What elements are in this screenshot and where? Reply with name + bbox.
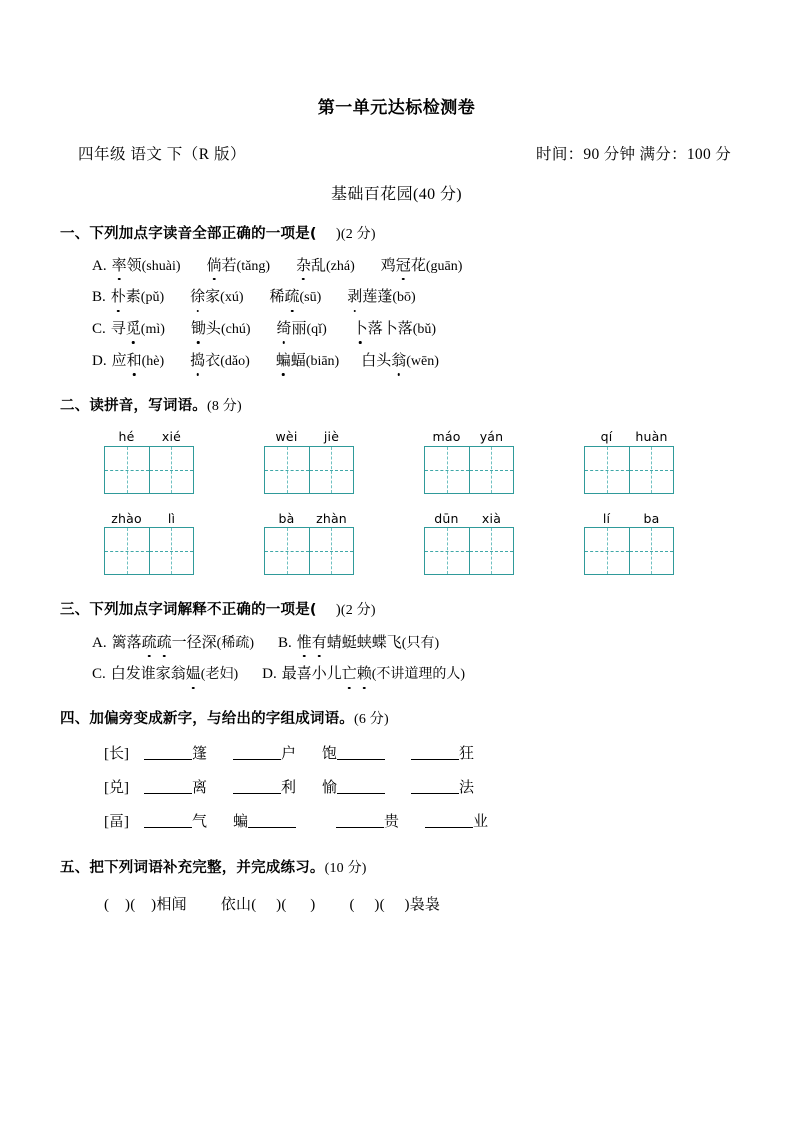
question-3-option-b[interactable] <box>278 634 439 653</box>
item-pinyin: (bǔ) <box>412 322 437 338</box>
question-3-options-row-2[interactable] <box>0 665 793 684</box>
answer-blank[interactable] <box>425 813 473 828</box>
item-post: 花 <box>410 257 426 274</box>
cell-after-char: 狂 <box>459 746 475 763</box>
question-3-option-c[interactable] <box>92 665 238 684</box>
option-pre: 白发谁家翁 <box>110 666 186 683</box>
question-3-stem: 下列加点字词解释不正确的一项是( <box>89 602 317 619</box>
question-1-block <box>0 225 793 371</box>
question-5-heading <box>0 859 793 878</box>
page-title: 第一单元达标检测卷 <box>317 98 476 118</box>
answer-blank[interactable] <box>144 813 192 828</box>
question-1-stem: 下列加点字读音全部正确的一项是( <box>89 225 317 242</box>
pinyin-label <box>424 512 514 526</box>
item-post: 若 <box>221 257 237 274</box>
option-gloss: (不讲道理的人) <box>371 667 466 683</box>
section-banner-basics: 基础百花园(40 分) <box>330 185 463 203</box>
dotted-char: 疏 <box>284 289 300 306</box>
tianzige-cell[interactable] <box>469 447 513 493</box>
dotted-char: 疏 <box>141 634 157 651</box>
tianzige-cell[interactable] <box>105 447 149 493</box>
item-pre: 鸡 <box>380 257 396 274</box>
pinyin-syllable-1: zhào <box>111 510 142 526</box>
question-1-paren-close: ) <box>335 225 341 242</box>
option-label: C. <box>92 666 106 683</box>
pinyin-label <box>264 430 354 444</box>
dotted-char: 率 <box>111 257 127 274</box>
dotted-char: 有 <box>311 634 327 651</box>
question-4-score: (6 分) <box>354 712 389 728</box>
dotted-char: 翁 <box>391 352 407 369</box>
question-4-heading <box>0 710 793 729</box>
question-4-block <box>0 710 793 831</box>
dotted-char: 倘 <box>206 257 222 274</box>
option-item <box>112 257 181 276</box>
option-gloss: (稀疏) <box>216 635 254 651</box>
answer-blank[interactable] <box>336 813 384 828</box>
option-label: B. <box>92 289 106 306</box>
pinyin-label <box>584 512 674 526</box>
dotted-char: 觅 <box>125 321 141 338</box>
dotted-char: 徐 <box>190 289 206 306</box>
tianzige-cell[interactable] <box>629 528 673 574</box>
item-pinyin: (hè) <box>141 353 165 369</box>
answer-blank[interactable] <box>233 745 281 760</box>
item-pinyin: (pǔ) <box>140 290 165 306</box>
item-post: 莲蓬 <box>362 289 393 306</box>
question-1-number: 一、 <box>60 225 90 242</box>
item-pinyin: (qǐ) <box>306 322 327 338</box>
phrase-2[interactable]: 依山( )( ) <box>220 897 316 914</box>
pinyin-label <box>584 430 674 444</box>
dotted-char: 锄 <box>190 321 206 338</box>
pinyin-syllable-1: máo <box>432 428 461 444</box>
option-label: A. <box>92 634 107 651</box>
item-post: 素 <box>125 289 141 306</box>
option-item <box>361 352 439 371</box>
option-item <box>269 288 321 307</box>
pinyin-syllable-2: lì <box>167 510 176 526</box>
item-pinyin: (biān) <box>305 353 340 369</box>
item-post: 家 <box>205 289 221 306</box>
pinyin-syllable-1: dūn <box>434 510 459 526</box>
exam-meta-row <box>0 147 793 163</box>
question-5-number: 五、 <box>60 860 90 877</box>
question-2-score: (8 分) <box>207 398 242 414</box>
option-post: 一径深 <box>171 634 217 651</box>
tianzige-cell[interactable] <box>265 447 309 493</box>
grade-subject-edition: 四年级 语文 下（R 版） <box>78 146 246 163</box>
item-pinyin: (chú) <box>220 322 251 338</box>
question-3-block <box>0 601 793 684</box>
answer-blank[interactable] <box>144 745 192 760</box>
question-3-option-a[interactable] <box>92 634 254 653</box>
question-4-number: 四、 <box>60 711 90 728</box>
dotted-char: 疏 <box>156 634 172 651</box>
question-3-option-d[interactable] <box>262 665 465 684</box>
question-3-score: (2 分) <box>340 603 376 619</box>
dotted-char: 媪 <box>185 666 201 683</box>
time-and-total-score: 时间：90 分钟 满分：100 分 <box>536 146 731 163</box>
tianzige-box[interactable] <box>104 527 194 575</box>
dotted-char: 惟 <box>296 634 312 651</box>
question-4-row-chang <box>0 745 793 763</box>
tianzige-cell[interactable] <box>469 528 513 574</box>
option-item <box>381 257 463 276</box>
question-2-stem: 读拼音，写词语。 <box>89 397 208 414</box>
tianzige-cell[interactable] <box>309 447 353 493</box>
item-post: 丽 <box>291 321 307 338</box>
item-pinyin: (tǎng) <box>236 258 270 274</box>
tianzige-cell[interactable] <box>425 528 469 574</box>
dotted-char: 绮 <box>276 321 292 338</box>
item-post: 落卜落 <box>367 321 413 338</box>
question-3-number: 三、 <box>60 602 90 619</box>
radical-base-char: [兑] <box>104 780 129 797</box>
dotted-char: 亡 <box>341 666 357 683</box>
cell-before-char: 愉 <box>322 780 338 797</box>
option-post: 蜻蜓蛱蝶飞 <box>326 634 402 651</box>
phrase-3[interactable]: ( )( )袅袅 <box>349 897 441 914</box>
pinyin-grid-unit[interactable] <box>264 430 354 494</box>
dotted-char: 杂 <box>295 257 311 274</box>
option-label: B. <box>277 634 292 651</box>
cell-after-char: 气 <box>192 814 208 831</box>
item-pinyin: (dǎo) <box>220 353 250 369</box>
pinyin-syllable-2: huàn <box>635 428 668 444</box>
dotted-char: 和 <box>126 352 142 369</box>
question-1-option-c[interactable] <box>0 320 793 339</box>
pinyin-label <box>424 430 514 444</box>
cell-after-char: 离 <box>192 780 208 797</box>
tianzige-box[interactable] <box>264 446 354 494</box>
tianzige-cell[interactable] <box>105 528 149 574</box>
pinyin-label <box>104 430 194 444</box>
tianzige-cell[interactable] <box>585 447 629 493</box>
option-gloss: (老妇) <box>200 667 239 683</box>
option-gloss: (只有) <box>401 635 440 651</box>
item-pre: 白头 <box>361 352 392 369</box>
pinyin-grid-unit[interactable] <box>104 430 194 494</box>
option-item <box>112 352 165 371</box>
option-item <box>207 257 270 276</box>
question-2-number: 二、 <box>60 397 90 414</box>
item-post: 蝠 <box>290 352 306 369</box>
answer-blank[interactable] <box>144 779 192 794</box>
phrase-tail: 相闻 <box>156 897 187 914</box>
question-1-option-a[interactable] <box>0 257 793 276</box>
pinyin-label <box>264 512 354 526</box>
pinyin-grid-unit[interactable] <box>424 512 514 576</box>
question-3-answer-blank[interactable] <box>317 602 336 618</box>
item-pinyin: (bō) <box>392 290 416 306</box>
pinyin-grid-row-1 <box>0 430 793 494</box>
answer-blank[interactable] <box>411 779 459 794</box>
tianzige-box[interactable] <box>104 446 194 494</box>
question-1-heading <box>0 225 793 244</box>
question-5-phrases-row <box>0 896 793 914</box>
tianzige-cell[interactable] <box>629 447 673 493</box>
question-5-score: (10 分) <box>324 861 367 877</box>
item-post: 头 <box>205 321 221 338</box>
item-pinyin: (guān) <box>425 258 463 274</box>
item-post: 乱 <box>311 257 327 274</box>
question-1-option-b[interactable] <box>0 288 793 307</box>
item-pinyin: (xú) <box>220 290 244 306</box>
tianzige-box[interactable] <box>584 446 674 494</box>
cell-after-char: 利 <box>281 780 297 797</box>
pinyin-label <box>104 512 194 526</box>
pinyin-syllable-1: hé <box>118 428 135 444</box>
question-3-heading <box>0 601 793 620</box>
pinyin-syllable-1: lí <box>602 510 611 526</box>
item-pinyin: (zhá) <box>326 258 355 274</box>
cell-after-char: 篷 <box>192 746 208 763</box>
pinyin-grid-unit[interactable] <box>264 512 354 576</box>
cell-after-char: 户 <box>281 746 297 763</box>
option-label: D. <box>92 352 107 369</box>
pinyin-syllable-1: qí <box>600 428 613 444</box>
cell-after-char: 法 <box>459 780 475 797</box>
answer-blank[interactable] <box>248 813 296 828</box>
question-1-option-d[interactable] <box>0 352 793 371</box>
tianzige-cell[interactable] <box>149 447 193 493</box>
question-1-answer-blank[interactable] <box>317 226 336 242</box>
item-post: 衣 <box>205 352 221 369</box>
pinyin-syllable-2: zhàn <box>316 510 347 526</box>
dotted-char: 捣 <box>190 352 206 369</box>
option-item <box>296 257 355 276</box>
pinyin-grid-unit[interactable] <box>424 430 514 494</box>
option-item <box>347 288 415 307</box>
cell-before-char: 蝙 <box>233 814 249 831</box>
pinyin-syllable-2: xià <box>481 510 502 526</box>
pinyin-grid-unit[interactable] <box>584 512 674 576</box>
dotted-char: 剥 <box>347 289 363 306</box>
item-post: 领 <box>126 257 142 274</box>
pinyin-syllable-2: yán <box>479 428 504 444</box>
tianzige-cell[interactable] <box>265 528 309 574</box>
dotted-char: 冠 <box>395 257 411 274</box>
tianzige-cell[interactable] <box>425 447 469 493</box>
pinyin-grid-unit[interactable] <box>104 512 194 576</box>
option-pre: 篱落 <box>111 634 142 651</box>
tianzige-cell[interactable] <box>309 528 353 574</box>
question-2-block <box>0 397 793 576</box>
tianzige-box[interactable] <box>264 527 354 575</box>
option-label: D. <box>262 666 277 683</box>
item-pinyin: (shuài) <box>141 258 181 274</box>
question-2-heading <box>0 397 793 416</box>
option-label: C. <box>92 321 106 338</box>
tianzige-box[interactable] <box>584 527 674 575</box>
item-pre: 应 <box>111 352 127 369</box>
option-item <box>276 320 326 339</box>
option-item <box>190 288 243 307</box>
item-pinyin: (mì) <box>140 322 165 338</box>
option-item <box>111 288 164 307</box>
pinyin-grid-row-2 <box>0 512 793 576</box>
tianzige-cell[interactable] <box>585 528 629 574</box>
dotted-char: 朴 <box>110 289 126 306</box>
question-5-stem: 把下列词语补充完整，并完成练习。 <box>89 860 325 877</box>
tianzige-cell[interactable] <box>149 528 193 574</box>
cell-before-char: 饱 <box>322 746 338 763</box>
item-pinyin: (wēn) <box>406 353 439 369</box>
answer-blank[interactable] <box>411 745 459 760</box>
tianzige-box[interactable] <box>424 446 514 494</box>
dotted-char: 卜 <box>352 321 368 338</box>
pinyin-grid-unit[interactable] <box>584 430 674 494</box>
pinyin-syllable-2: jiè <box>323 428 340 444</box>
cell-after-char: 业 <box>473 814 489 831</box>
question-3-paren-close: ) <box>335 602 341 619</box>
pinyin-syllable-1: wèi <box>275 428 298 444</box>
pinyin-syllable-2: xié <box>161 428 182 444</box>
dotted-char: 赖 <box>356 666 372 683</box>
phrase-tail: 袅袅 <box>409 897 441 914</box>
answer-blank[interactable] <box>337 779 385 794</box>
radical-base-char: [长] <box>104 746 129 763</box>
item-pre: 稀 <box>269 289 285 306</box>
question-1-score: (2 分) <box>340 226 376 242</box>
tianzige-box[interactable] <box>424 527 514 575</box>
cell-after-char: 贵 <box>384 814 400 831</box>
item-pinyin: (sū) <box>299 290 322 306</box>
phrase-1[interactable]: ( )( )相闻 <box>104 897 187 914</box>
option-item <box>190 352 250 371</box>
pinyin-syllable-2: ba <box>643 510 660 526</box>
option-item <box>191 320 251 339</box>
question-4-row-fu <box>0 813 793 831</box>
question-4-row-dui <box>0 779 793 797</box>
item-pre: 寻 <box>110 321 126 338</box>
option-item <box>353 320 436 339</box>
option-label: A. <box>92 257 107 274</box>
answer-blank[interactable] <box>337 745 385 760</box>
option-pre: 最喜小儿 <box>281 666 342 683</box>
answer-blank[interactable] <box>233 779 281 794</box>
option-item <box>276 352 339 371</box>
radical-base-char: [畐] <box>104 814 129 831</box>
dotted-char: 蝙 <box>275 352 291 369</box>
option-item <box>111 320 165 339</box>
question-4-stem: 加偏旁变成新字，与给出的字组成词语。 <box>89 711 355 728</box>
pinyin-syllable-1: bà <box>278 510 295 526</box>
phrase-head: 依山 <box>220 897 252 914</box>
question-5-block <box>0 859 793 914</box>
question-3-options-row-1[interactable] <box>0 634 793 653</box>
